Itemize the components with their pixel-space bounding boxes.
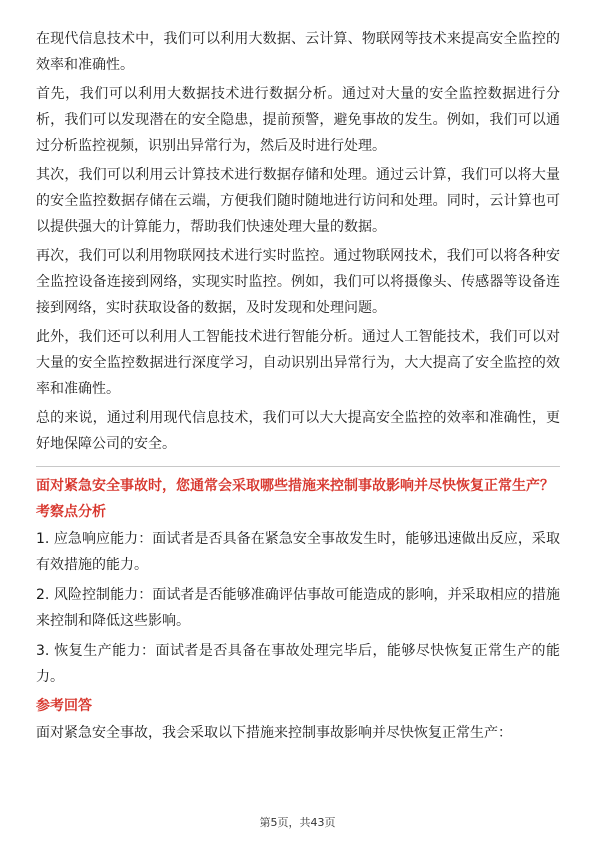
body-paragraph-intro: 在现代信息技术中，我们可以利用大数据、云计算、物联网等技术来提高安全监控的效率和准确性。 (36, 31, 560, 73)
page-number: 第5页，共43页 (259, 816, 336, 829)
body-paragraph-summary: 总的来说，通过利用现代信息技术，我们可以大大提高安全监控的效率和准确性，更好地保障公司的安全。 (36, 410, 560, 452)
interview-question: 面对紧急安全事故时，您通常会采取哪些措施来控制事故影响并尽快恢复正常生产？ (36, 478, 554, 494)
analysis-heading: 考察点分析 (36, 504, 106, 520)
analysis-point: 2. 风险控制能力：面试者是否能够准确评估事故可能造成的影响，并采取相应的措施来控制和降低这些影响。 (36, 587, 560, 629)
body-paragraph-cloud: 其次，我们可以利用云计算技术进行数据存储和处理。通过云计算，我们可以将大量的安全监控数据存储在云端，方便我们随时随地进行访问和处理。同时，云计算也可以提供强大的计算能力，帮助我们快速处理大量的数据。 (36, 167, 560, 235)
answer-heading: 参考回答 (36, 698, 92, 714)
analysis-point: 1. 应急响应能力：面试者是否具备在紧急安全事故发生时，能够迅速做出反应，采取有效措施的能力。 (36, 531, 560, 573)
body-paragraph-big-data: 首先，我们可以利用大数据技术进行数据分析。通过对大量的安全监控数据进行分析，我们可以发现潜在的安全隐患，提前预警，避免事故的发生。例如，我们可以通过分析监控视频，识别出异常行为，然后及时进行处理。 (36, 86, 560, 154)
body-paragraph-ai: 此外，我们还可以利用人工智能技术进行智能分析。通过人工智能技术，我们可以对大量的安全监控数据进行深度学习，自动识别出异常行为，大大提高了安全监控的效率和准确性。 (36, 329, 560, 397)
section-divider (36, 466, 560, 467)
page-content (36, 26, 560, 750)
analysis-point: 3. 恢复生产能力：面试者是否具备在事故处理完毕后，能够尽快恢复正常生产的能力。 (36, 643, 560, 685)
body-paragraph-iot: 再次，我们可以利用物联网技术进行实时监控。通过物联网技术，我们可以将各种安全监控设备连接到网络，实现实时监控。例如，我们可以将摄像头、传感器等设备连接到网络，实时获取设备的数据，及时发现和处理问题。 (36, 248, 560, 316)
answer-intro: 面对紧急安全事故，我会采取以下措施来控制事故影响并尽快恢复正常生产： (36, 725, 512, 741)
